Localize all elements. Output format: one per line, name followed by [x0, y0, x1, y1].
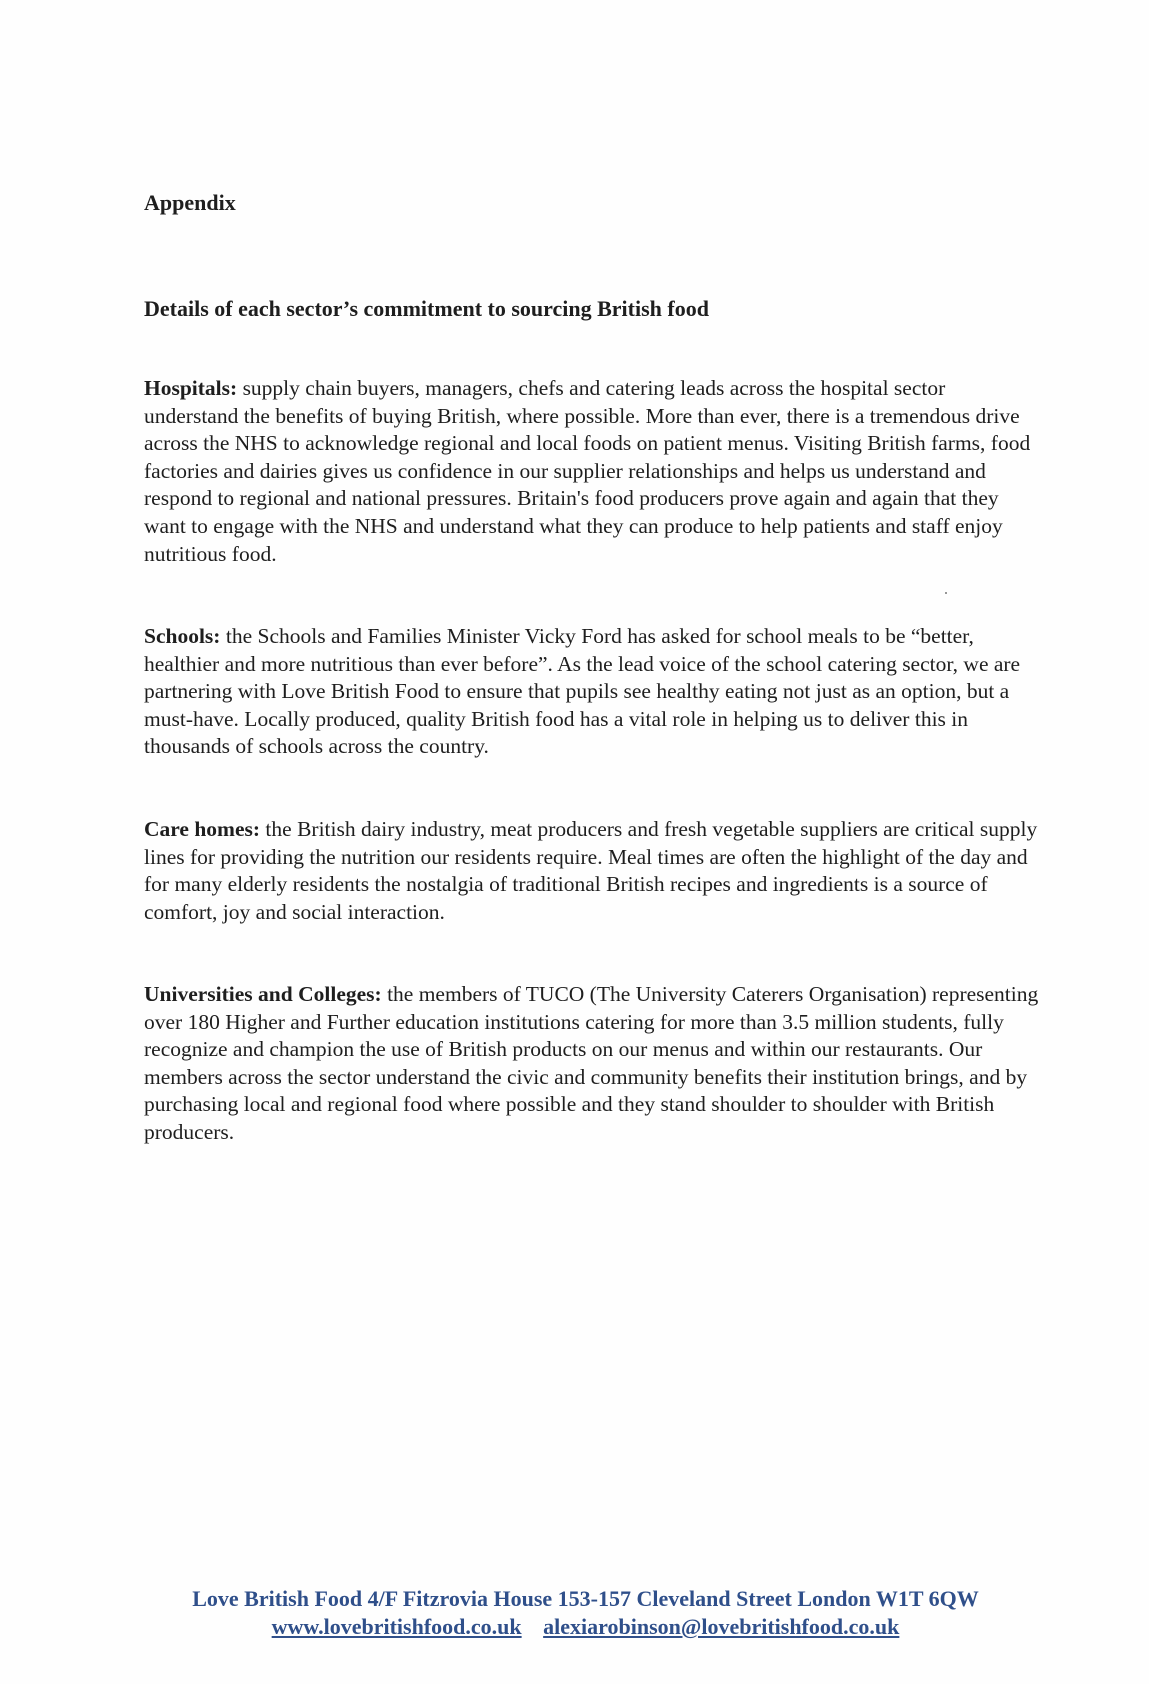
care-homes-paragraph — [144, 816, 1044, 926]
email-link[interactable]: alexiarobinson@lovebritishfood.co.uk — [543, 1614, 900, 1639]
schools-label: Schools: — [144, 624, 221, 648]
schools-paragraph — [144, 623, 1044, 761]
footer-address: Love British Food 4/F Fitzrovia House 153-157 Cleveland Street London W1T 6QW — [192, 1586, 979, 1611]
universities-paragraph — [144, 981, 1044, 1147]
hospitals-paragraph — [144, 375, 1044, 568]
appendix-heading: Appendix — [144, 190, 236, 215]
care-homes-text: the British dairy industry, meat producers and fresh vegetable suppliers are critical supply lines for providing the nutrition our residents require. Meal times are often the highlight of the day and for many elderly residents the nostalgia of traditional British recipes and ingredients is a source of comfort, joy and social interaction. — [144, 817, 1038, 924]
hospitals-label: Hospitals: — [144, 376, 238, 400]
universities-label: Universities and Colleges: — [144, 982, 382, 1006]
footer-links — [0, 1614, 1149, 1640]
hospitals-text: supply chain buyers, managers, chefs and catering leads across the hospital sector understand the benefits of buying British, where possible. More than ever, there is a tremendous drive across the NHS to acknowledge regional and local foods on patient menus. Visiting British farms, food factories and dairies gives us confidence in our supplier relationships and helps us understand and respond to regional and national pressures. Britain's food producers prove again and again that they want to engage with the NHS and understand what they can produce to help patients and staff enjoy nutritious food. — [144, 376, 1031, 566]
details-heading: Details of each sector’s commitment to sourcing British food — [144, 296, 709, 321]
scan-speck — [945, 592, 947, 594]
care-homes-label: Care homes: — [144, 817, 261, 841]
website-link[interactable]: www.lovebritishfood.co.uk — [271, 1614, 522, 1639]
schools-text: the Schools and Families Minister Vicky Ford has asked for school meals to be “better, healthier and more nutritious than ever before”. As the lead voice of the school catering sector, we are partnering with Love British Food to ensure that pupils see healthy eating not just as an option, but a must-have. Locally produced, quality British food has a vital role in helping us to deliver this in thousands of schools across the country. — [144, 624, 1021, 759]
universities-text: the members of TUCO (The University Caterers Organisation) representing over 180 Higher and Further education institutions catering for more than 3.5 million students, fully recognize and champion the use of British products on our menus and within our restaurants. Our members across the sector understand the civic and community benefits their institution brings, and by purchasing local and regional food where possible and they stand shoulder to shoulder with British producers. — [144, 982, 1039, 1144]
